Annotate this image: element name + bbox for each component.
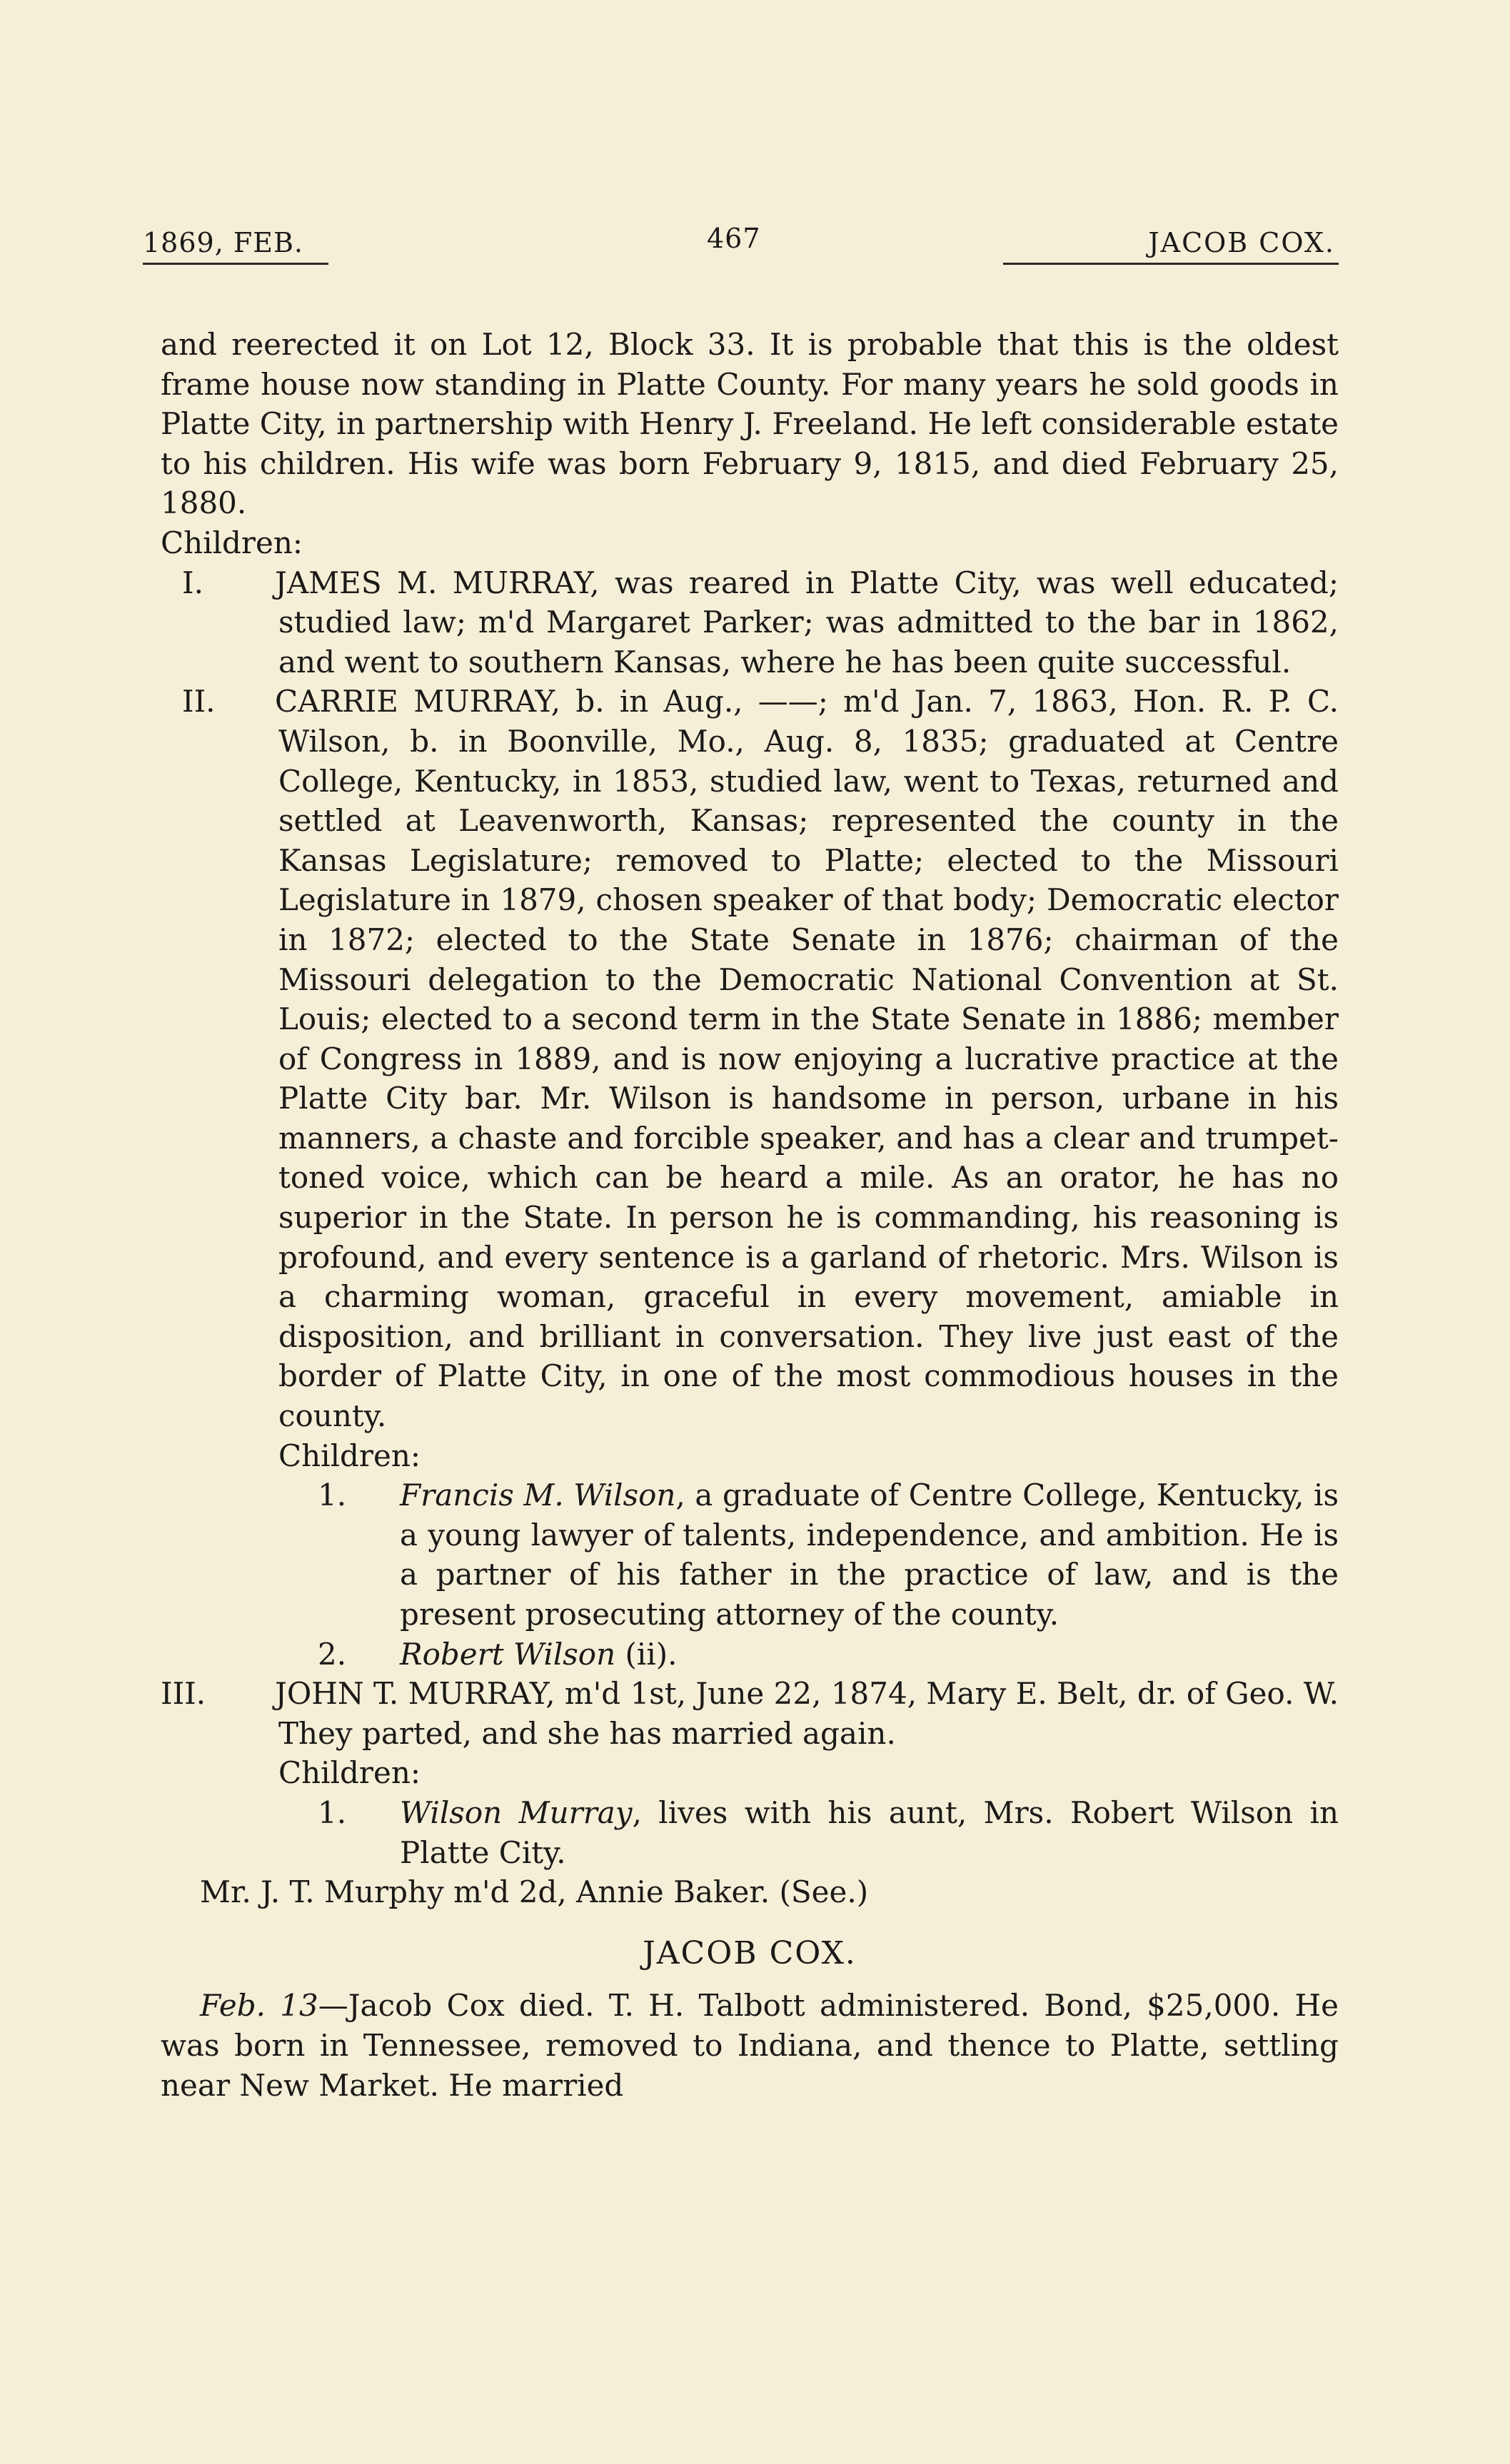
section-paragraph [161, 1986, 1339, 2105]
child-text: , a graduate of Centre College, Kentucky, is a young lawyer of talents, independence, and ambition. He is a partner of his father in the practice of law, and is the present prosecuting attorney of the county. [400, 1478, 1339, 1632]
header-rule-right [1003, 263, 1339, 265]
child-number: 1. [318, 1478, 347, 1513]
section-text: —Jacob Cox died. T. H. Talbott administered. Bond, $25,000. He was born in Tennessee, removed to Indiana, and thence to Platte, settling near New Market. He married [161, 1988, 1339, 2103]
entry-text: CARRIE MURRAY, b. in Aug., ——; m'd Jan. 7, 1863, Hon. R. P. C. Wilson, b. in Boonville, Mo., Aug. 8, 1835; graduated at Centre College, Kentucky, in 1853, studied law, went to Texas, returned and settled at Leavenworth, Kansas; represented the county in the Kansas Legislature; removed to Platte; elected to the Missouri Legislature in 1879, chosen speaker of that body; Democratic elector in 1872; elected to the State Senate in 1876; chairman of the Missouri delegation to the Democratic National Convention at St. Louis; elected to a second term in the State Senate in 1886; member of Congress in 1889, and is now enjoying a lucrative practice at the Platte City bar. Mr. Wilson is handsome in person, urbane in his manners, a chaste and forcible speaker, and has a clear and trumpet-toned voice, which can be heard a mile. As an orator, he has no superior in the State. In person he is commanding, his reasoning is profound, and every sentence is a garland of rhetoric. Mrs. Wilson is a charming woman, graceful in every movement, amiable in disposition, and brilliant in conversation. They live just east of the border of Platte City, in one of the most commodious houses in the county. [275, 684, 1339, 1434]
children-label: Children: [161, 525, 303, 560]
section-date: Feb. 13 [200, 1988, 318, 2024]
header-date: 1869, FEB. [143, 227, 303, 258]
child-item [161, 1475, 1339, 1634]
child-name: Wilson Murray [400, 1794, 633, 1830]
header-title: JACOB COX. [1148, 227, 1335, 258]
section-title: JACOB COX. [643, 1934, 857, 1971]
entry-text: JOHN T. MURRAY, m'd 1st, June 22, 1874, Mary E. Belt, dr. of Geo. W. They parted, and she has married again. [275, 1676, 1339, 1751]
entry-iii [161, 1674, 1339, 1753]
child-number: 2. [318, 1636, 347, 1672]
child-name: Robert Wilson [400, 1636, 616, 1672]
children-label: Children: [278, 1438, 421, 1473]
entry-text: JAMES M. MURRAY, was reared in Platte City, was well educated; studied law; m'd Margaret Parker; was admitted to the bar in 1862, and went to southern Kansas, where he has been quite successful. [275, 565, 1339, 680]
entry-number: III. [161, 1676, 206, 1712]
child-item [161, 1793, 1339, 1872]
header-rule-left [143, 263, 328, 265]
children-label: Children: [278, 1755, 421, 1791]
child-item [161, 1635, 1339, 1675]
note-paragraph: Mr. J. T. Murphy m'd 2d, Annie Baker. (See.) [200, 1874, 869, 1910]
entry-number: I. [182, 565, 203, 600]
page-number: 467 [707, 223, 761, 254]
child-number: 1. [318, 1794, 347, 1830]
page-body [161, 325, 1339, 2105]
entry-ii [161, 682, 1339, 1435]
child-text: , lives with his aunt, Mrs. Robert Wilson in Platte City. [400, 1794, 1339, 1870]
child-text: (ii). [615, 1636, 678, 1672]
entry-i [161, 563, 1339, 682]
entry-number: II. [182, 684, 216, 719]
child-name: Francis M. Wilson [400, 1478, 676, 1513]
intro-paragraph: and reerected it on Lot 12, Block 33. It is probable that this is the oldest frame house now standing in Platte County. For many years he sold goods in Platte City, in partnership with Henry J. Freeland. He left considerable estate to his children. His wife was born February 9, 1815, and died February 25, 1880. [161, 327, 1339, 521]
